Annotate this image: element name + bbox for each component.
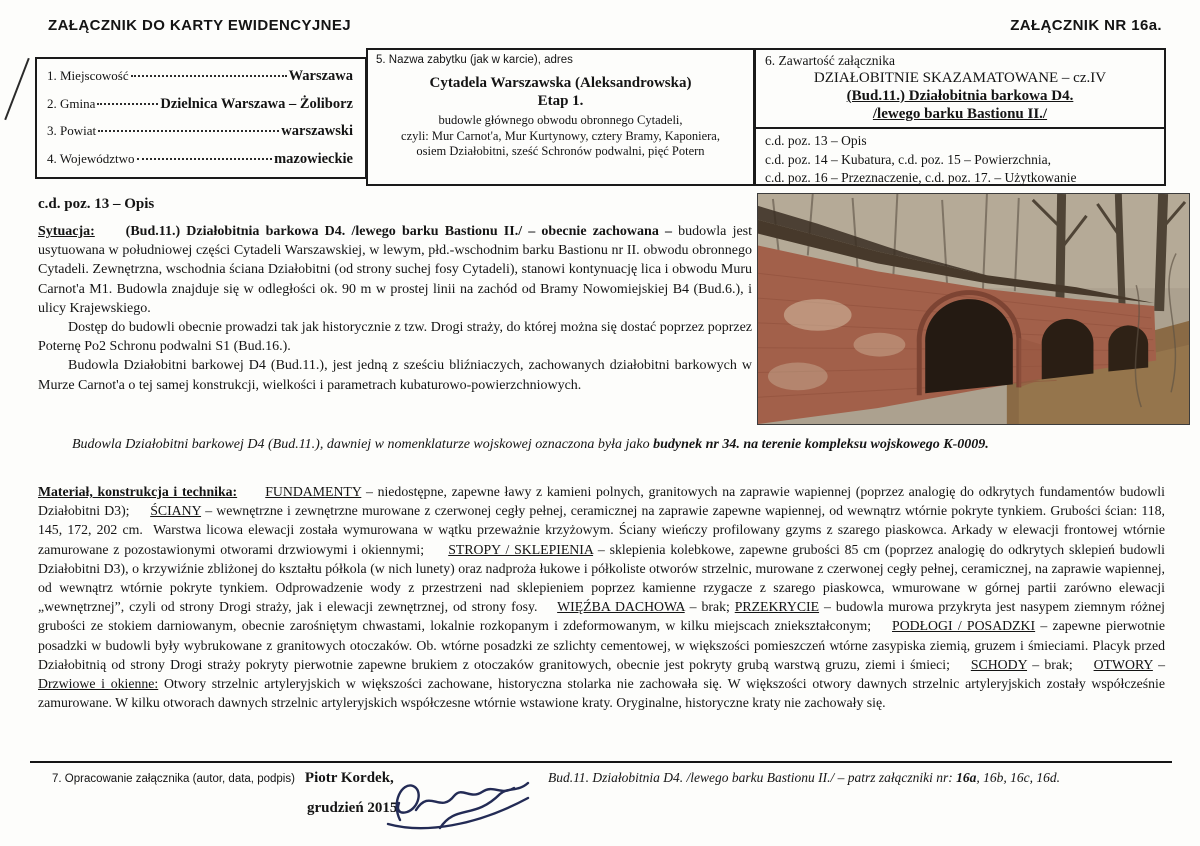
- location-row-wojewodztwo: [47, 151, 353, 168]
- field-label: 6. Zawartość załącznika: [765, 53, 896, 68]
- military-designation-note: Budowla Działobitni barkowej D4 (Bud.11.), dawniej w nomenklaturze wojskowej oznaczona była jako budynek nr 34. na terenie kompleksu wojskowego K-0009.: [72, 437, 989, 452]
- scan-artifact-line: [4, 58, 30, 120]
- attachment-series: DZIAŁOBITNIE SKAZAMATOWANE – cz.IV: [813, 70, 1107, 86]
- dotted-leader: [137, 158, 273, 160]
- footer-author-block: [52, 770, 394, 787]
- field-label: 2. Gmina: [47, 95, 96, 111]
- author-name: Piotr Kordek,: [304, 770, 394, 786]
- monument-desc-line: czyli: Mur Carnot'a, Mur Kurtynowy, cztery Bramy, Kaponiera,: [401, 128, 720, 143]
- attachment-item: c.d. poz. 14 – Kubatura, c.d. poz. 15 – Powierzchnia,: [765, 151, 1052, 167]
- monument-desc-line: budowle głównego obwodu obronnego Cytadeli,: [438, 113, 683, 127]
- field-value: Warszawa: [288, 68, 353, 84]
- field-label: 4. Województwo: [47, 150, 135, 166]
- dotted-leader: [97, 103, 158, 105]
- document-title: ZAŁĄCZNIK DO KARTY EWIDENCYJNEJ: [48, 17, 351, 34]
- attachment-number: ZAŁĄCZNIK NR 16a.: [1010, 17, 1162, 34]
- location-row-miejscowosc: [47, 68, 353, 85]
- paragraph-situation: Sytuacja: (Bud.11.) Działobitnia barkowa D4. /lewego barku Bastionu II./ – obecnie zachowana – budowla jest usytuowana w południowej części Cytadeli Warszawskiej, w lewym, płd.-wschodnim barku Bastionu nr II. obwodu obronnego Cytadeli. Zewnętrzna, wschodnia ściana Działobitni (od strony suchej fosy Cytadeli), stanowi kontynuację lica i obwodu Muru Carnot'a M1. Budowla znajduje się w odległości ok. 90 m w prostej linii na zachód od Bramy Nowomiejskiej B4 (Bud.6.), i ulicy Krajewskiego.: [38, 224, 753, 316]
- attachment-building: (Bud.11.) Działobitnia barkowa D4.: [846, 88, 1074, 104]
- page-header: [48, 17, 1162, 34]
- attachment-contents-section: [754, 48, 1166, 186]
- field-label: 5. Nazwa zabytku (jak w karcie), adres: [376, 54, 573, 66]
- paragraph-access: Dostęp do budowli obecnie prowadzi tak jak historycznie z tzw. Drogi straży, do której można się dostać poprzez poprzez Poternę Po2 Schronu podwalni S1 (Bud.16.).: [38, 320, 752, 355]
- dotted-leader: [98, 130, 279, 132]
- paragraph-material-construction: Materiał, konstrukcja i technika: FUNDAMENTY – niedostępne, zapewne ławy z kamieni polnych, granitowych na zaprawie wapiennej (poprzez analogię do odkrytych fundamentów budowli Działobitni D3); ŚCIANY – wewnętrzne i zewnętrzne murowane z czerwonej cegły pełnej, ceramicznej na zaprawie zapewne wapiennej, od wewnątrz wtórnie pokryte tynkiem. Grubości ścian: 118, 145, 172, 202 cm. Warstwa licowa elewacji została wymurowana w wątku przeważnie krzyżowym. Ściany wieńczy profilowany gzyms z szarego piaskowca. Arkady w elewacji frontowej wtórnie zamurowane z pozostawionymi otworami drzwiowymi i okiennymi; STROPY / SKLEPIENIA – sklepienia kolebkowe, zapewne grubości 85 cm (poprzez analogię do odkrytych sklepień budowli Działobitni D3), o krzywiźnie zbliżonej do kształtu półkola (w nich lunety) oraz nadproża łukowe i półkoliste otworów strzelnic, murowane z czerwonej cegły pełnej, ceramicznej, na zaprawie wapiennej, od wewnątrz wtórnie pokryte tynkiem. Odprowadzenie wody z przestrzeni nad sklepieniem poprzez kamienne rzygacze z szarego piaskowca, wmurowane w górnej partii zarówno elewacji „wewnętrznej”, czyli od strony Drogi straży, jak i elewacji zewnętrznej, od strony fosy. WIĘŹBA DACHOWA – brak; PRZEKRYCIE – budowla murowa przykryta jest nasypem ziemnym różnej grubości ze stokiem darniowanym, obecnie zarośniętym chwastami, lokalnie rozkopanym i zdeformowanym, w kilku miejscach zniekształconym; PODŁOGI / POSADZKI – zapewne pierwotnie posadzki w budowli były wybrukowane z granitowych otoczaków. Ob. wtórne posadzki ze szlichty cementowej, w większości pomieszczeń wtórne zasypiska ziemią, gruzem i śmieciami. Placyk przed Działobitnią od strony Drogi straży pokryty pierwotnie zapewne brukiem z otoczaków granitowych, obecnie jest pokryty grubą warstwą gruzu, ziemi i śmieci; SCHODY – brak; OTWORY – Drzwiowe i okienne: Otwory strzelnic artyleryjskich w większości zachowane, historyczna stolarka nie zachowała się. W większości otwory dawnych strzelnic artyleryjskich zostały współcześnie zamurowane. W kilku otworach dawnych strzelnic artyleryjskich współczesne wtórnie wstawione kraty. Oryginalne, historyczne kraty nie zachowały się.: [38, 484, 1166, 711]
- location-section: [35, 57, 367, 179]
- monument-name: Cytadela Warszawska (Aleksandrowska): [429, 75, 692, 91]
- monument-stage: Etap 1.: [537, 93, 584, 109]
- attachment-item: c.d. poz. 13 – Opis: [765, 133, 867, 148]
- dotted-leader: [131, 75, 287, 77]
- attachment-item: c.d. poz. 16 – Przeznaczenie, c.d. poz. 17. – Użytkowanie: [765, 170, 1077, 185]
- attachment-building-2: /lewego barku Bastionu II./: [872, 106, 1048, 122]
- field-label: 1. Miejscowość: [47, 68, 129, 83]
- signature-scribble: [380, 774, 550, 836]
- section-heading: c.d. poz. 13 – Opis: [38, 196, 155, 212]
- monument-desc-line: osiem Działobitni, sześć Schronów podwalni, pięć Potern: [416, 144, 705, 158]
- footer-date: grudzień 2015.: [307, 800, 402, 816]
- field-value: Dzielnica Warszawa – Żoliborz: [160, 95, 353, 112]
- field-label: 7. Opracowanie załącznika (autor, data, podpis): [52, 773, 295, 785]
- field-label: 3. Powiat: [47, 123, 97, 139]
- footer-divider: [30, 761, 1172, 763]
- paragraph-twin-batteries: Budowla Działobitni barkowej D4 (Bud.11.), jest jedną z sześciu bliźniaczych, zachowanych działobitni barkowych w Murze Carnot'a o tej samej konstrukcji, wielkości i parametrach kubaturowo-powierzchniowych.: [38, 358, 752, 393]
- monument-name-section: [366, 48, 755, 186]
- field-value: mazowieckie: [274, 150, 353, 167]
- footer-reference: Bud.11. Działobitnia D4. /lewego barku Bastionu II./ – patrz załączniki nr: 16a, 16b, 16c, 16d.: [548, 770, 1060, 785]
- location-row-powiat: [47, 123, 353, 140]
- field-value: warszawski: [281, 123, 353, 140]
- photo-illustration: [758, 194, 1189, 424]
- description-text: [38, 222, 752, 395]
- cell-divider: [756, 127, 1164, 129]
- monument-photo: [757, 193, 1190, 425]
- location-row-gmina: [47, 96, 353, 113]
